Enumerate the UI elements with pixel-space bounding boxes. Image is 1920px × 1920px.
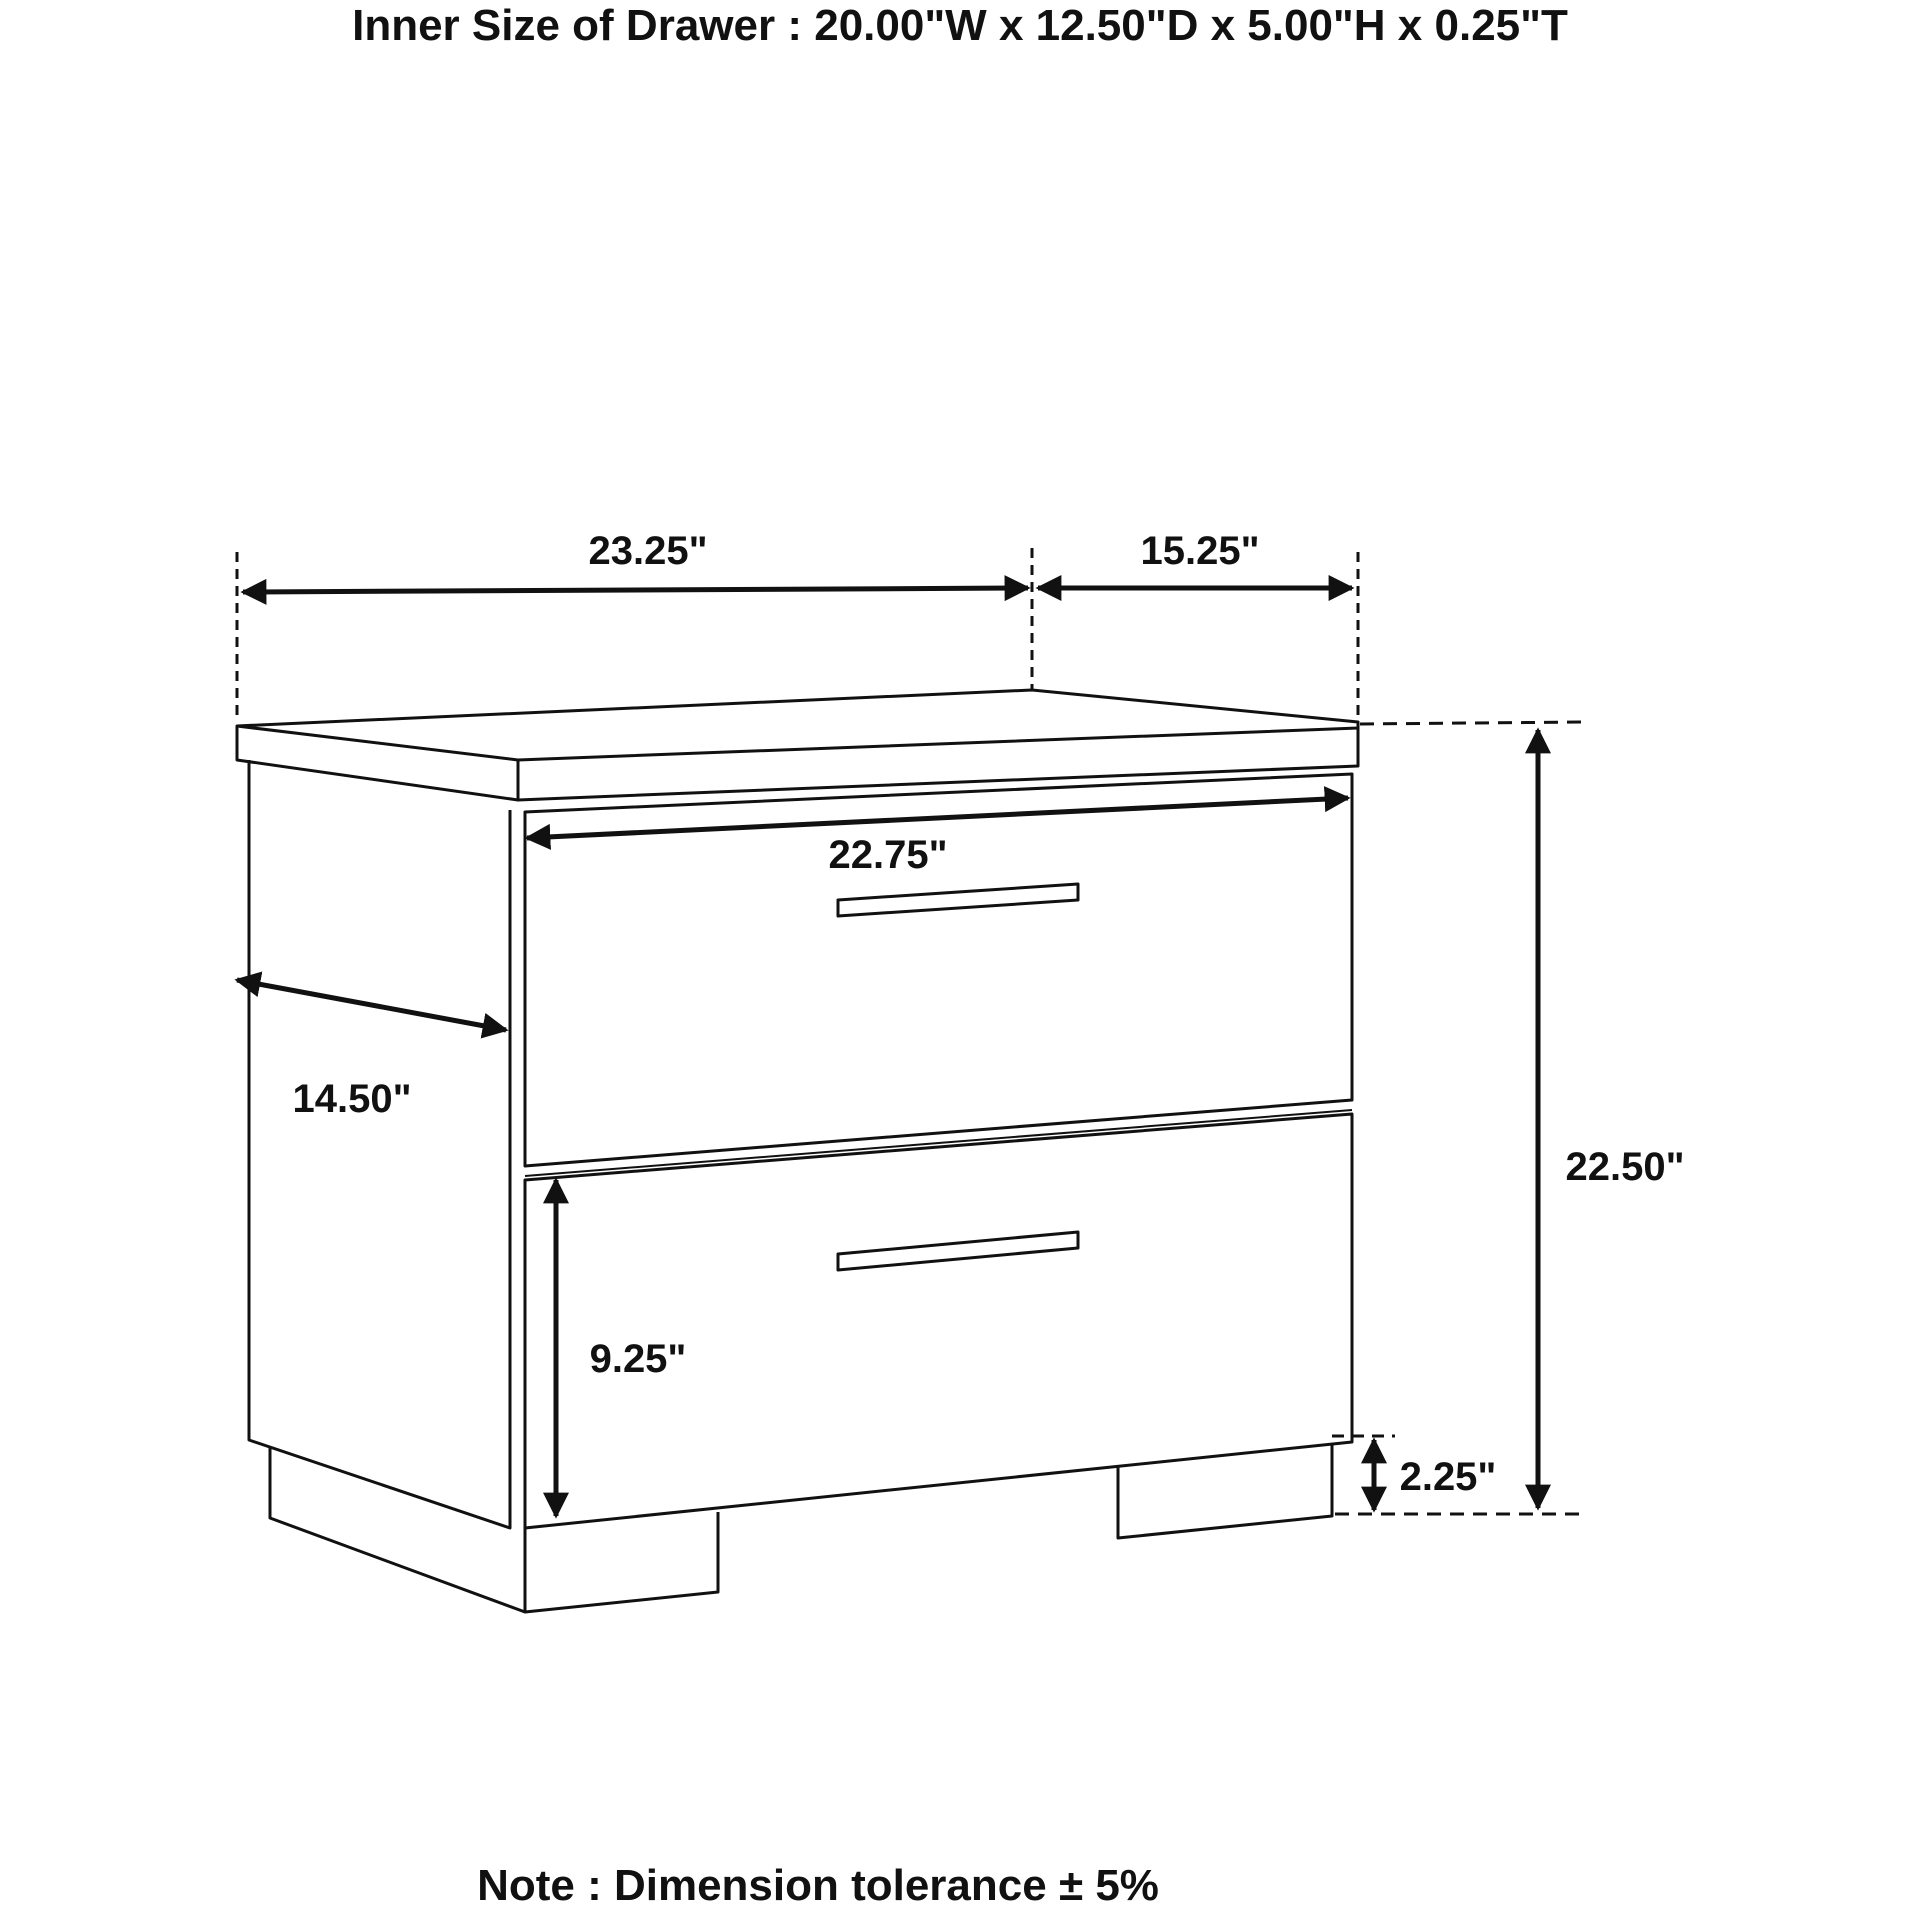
top-slab-side — [237, 726, 518, 800]
upper-drawer-handle — [838, 884, 1078, 916]
dimension-lines — [237, 548, 1585, 1516]
overall-width-label: 23.25" — [588, 529, 708, 573]
overall-width-arrow — [243, 588, 1028, 592]
lower-drawer-front — [525, 1114, 1352, 1528]
top-slab-front — [518, 728, 1358, 800]
tolerance-note: Note : Dimension tolerance ± 5% — [477, 1861, 1159, 1910]
back-right-leg — [1118, 1444, 1332, 1538]
side-depth-arrow — [237, 980, 506, 1030]
rear-left-leg — [270, 1446, 525, 1612]
side-panel — [249, 760, 510, 1528]
nightstand-drawing — [237, 690, 1358, 1612]
inner-drawer-size-label: Inner Size of Drawer : 20.00"W x 12.50"D x 5.00"H x 0.25"T — [352, 1, 1568, 50]
overall-height-label: 22.50" — [1565, 1145, 1685, 1189]
drawer-width-label: 22.75" — [828, 833, 948, 877]
overall-depth-label: 15.25" — [1140, 529, 1260, 573]
upper-drawer-gap — [525, 1110, 1352, 1176]
height-extension-top — [1360, 722, 1585, 724]
leg-height-label: 2.25" — [1399, 1455, 1497, 1499]
front-left-leg — [525, 1512, 718, 1612]
top-slab-surface — [237, 690, 1358, 760]
side-depth-label: 14.50" — [292, 1077, 412, 1121]
drawer-width-arrow — [527, 798, 1348, 838]
lower-drawer-handle — [838, 1232, 1078, 1270]
drawer-height-label: 9.25" — [589, 1337, 687, 1381]
